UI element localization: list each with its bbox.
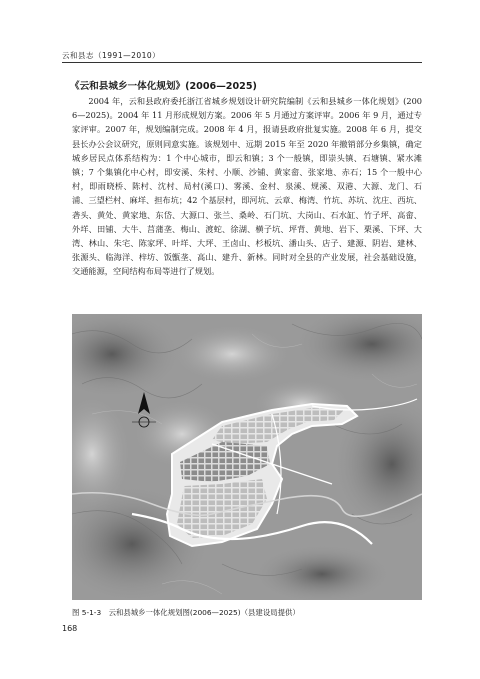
body-paragraph: 2004 年，云和县政府委托浙江省城乡规划设计研究院编制《云和县城乡一体化规划》(2006—2025)。2004 年 11 月形成规划方案。2006 年 5 月通过方案评审。2006 年 9 月，通过专家评审。2007 年，规划编制完成。2008 年 4 月，报请县政府批复实施。2008 年 6 月，提交县长办公会议研究，原则同意实施。该规划中、远期 2015 年至 2020 年撤销部分乡集镇，确定城乡居民点体系结构为：1 个中心城市，即云和镇；3 个一般镇，即崇头镇、石塘镇、紧水滩镇；7 个集镇化中心村，即安溪、朱村、小顺、沙铺、黄家畲、张家地、赤石；15 个一般中心村，即雨晓桥、陈村、沈村、局村(溪口)、雾溪、金村、泉溪、规溪、双港、大源、龙门、石浦、三望栏村、麻垟、担布坑；42 个基层村，即河坑、云章、梅湾、竹坑、苏坑、沈庄、西坑、砻头、黄处、黄家地、东岱、大源口、张兰、桑岭、石门坑、大岗山、石水缸、竹子坪、高畲、外垟、田铺、大牛、莒蒲垄、梅山、渡蛇、徐湖、横子坑、坪背、黄地、岩下、栗溪、下坪、大湾、林山、朱宅、陈家坪、叶垟、大坪、王卤山、杉板坑、潘山头、店子、建源、阴岩、建林、张源头、临海洋、梓坊、饭甑垄、高山、建升、新林。同时对全县的产业发展，社会基础设施，交通能源，空间结构布局等进行了规划。 bbox=[72, 96, 422, 277]
planning-map-image bbox=[72, 314, 422, 600]
planning-map-figure bbox=[72, 314, 422, 600]
running-head: 云和县志（1991—2010） bbox=[62, 51, 161, 60]
figure-caption: 图 5-1-3 云和县城乡一体化规划图(2006—2025)（县建设局提供） bbox=[72, 608, 300, 617]
page-number: 168 bbox=[62, 624, 78, 633]
section-title: 《云和县城乡一体化规划》(2006—2025) bbox=[70, 81, 257, 92]
header-rule bbox=[62, 62, 422, 63]
